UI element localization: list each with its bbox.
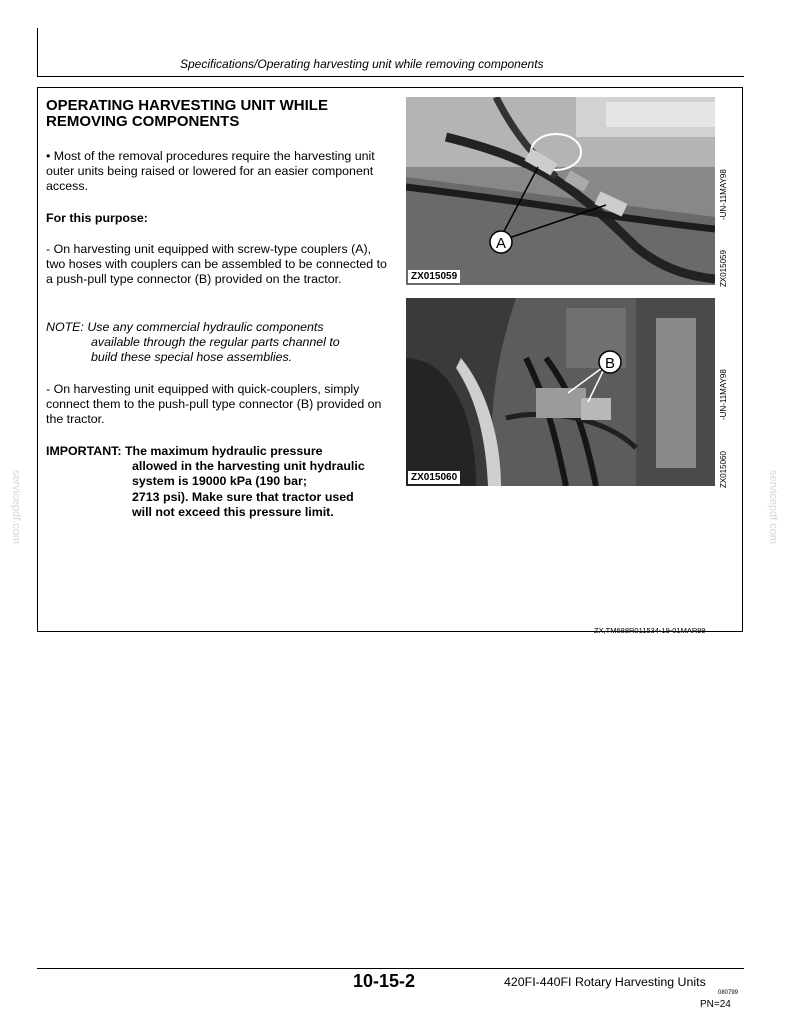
important-line-3: system is 19000 kPa (190 bar; (132, 474, 307, 489)
quick-coupler-paragraph: - On harvesting unit equipped with quick-couplers, simply connect them to the push-pull type connector (B) provided on the tractor. (46, 382, 382, 427)
footer-date-code: 080799 (718, 990, 739, 996)
callout-a-label: A (495, 235, 507, 252)
watermark-right: servicepdf.com (767, 470, 779, 544)
footer-rule (37, 968, 744, 969)
document-reference-code: ZX,TM688R011534-19-01MAR99 (594, 626, 706, 635)
figure-push-pull-connector (406, 298, 715, 486)
note-line-3: build these special hose assemblies. (91, 350, 293, 365)
note-line-2: available through the regular parts channel to (91, 335, 340, 350)
watermark-left: servicepdf.com (10, 470, 22, 544)
callout-b-label: B (604, 355, 616, 372)
important-block (46, 444, 391, 520)
note-line-1: Use any commercial hydraulic components (87, 320, 324, 334)
photo-hoses-couplers (406, 97, 715, 285)
figure-1-side-date: -UN-11MAY98 (719, 169, 728, 220)
screw-coupler-paragraph: - On harvesting unit equipped with screw-type couplers (A), two hoses with couplers can be assembled to be connected to a push-pull type connector (B) provided on the tractor. (46, 242, 387, 287)
important-line-4: 2713 psi). Make sure that tractor used (132, 489, 354, 504)
header-left-rule (37, 28, 38, 76)
intro-paragraph: • Most of the removal procedures require the harvesting unit outer units being raised or lowered for an easier component access. (46, 149, 375, 194)
page-number: 10-15-2 (353, 971, 416, 991)
figure-2-side-date: -UN-11MAY98 (719, 369, 728, 420)
figure-2-side-id: ZX015060 (719, 451, 728, 488)
manual-title: 420FI-440FI Rotary Harvesting Units (504, 975, 706, 989)
important-line-1: The maximum hydraulic pressure (124, 444, 323, 458)
important-line-5: will not exceed this pressure limit. (132, 504, 334, 519)
figure-2-id: ZX015060 (408, 471, 460, 484)
section-heading: OPERATING HARVESTING UNIT WHILE REMOVING COMPONENTS (46, 97, 328, 130)
important-label: IMPORTANT: (46, 444, 122, 458)
footer-pn: PN=24 (700, 999, 731, 1010)
figure-1-side-id: ZX015059 (719, 250, 728, 287)
header-rule (37, 76, 744, 77)
important-line-2: allowed in the harvesting unit hydraulic (132, 459, 365, 474)
purpose-label: For this purpose: (46, 211, 148, 225)
note-label: NOTE: (46, 320, 84, 334)
figure-screw-couplers (406, 97, 715, 285)
photo-tractor-connector (406, 298, 715, 486)
note-block (46, 320, 391, 366)
figure-1-id: ZX015059 (408, 270, 460, 283)
running-title: Specifications/Operating harvesting unit while removing components (180, 57, 544, 71)
